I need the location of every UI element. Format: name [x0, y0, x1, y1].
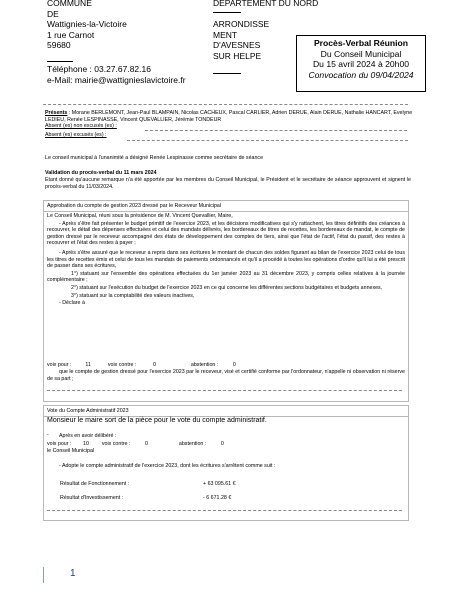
approbation-para: - Après s'être fait présenter le budget primitif de l'exercice 2023, et les décisions modificatives qui s'y rattachent, les titres définitifs des créances à recouvrer, le détail des dépenses effectuées et celui des mandats délivrés, les bordereaux de titres de recettes, les bordereaux de mandat, le compte de gestion dressé par le receveur accompagné des états de développement des comptes de tiers, ainsi que l'état de l'actif, l'état du passif, des restes à recouvrer et l'état des restes à payer ; [47, 220, 405, 247]
arrondissement-line: SUR HELPE [213, 50, 262, 61]
vote-abst-count: 0 [220, 441, 224, 447]
commune-rule [47, 61, 73, 62]
page-marker-bar [43, 567, 44, 583]
attendance-block [45, 110, 415, 138]
departement-rule [213, 12, 241, 13]
compte-admin-bullet: - [47, 432, 49, 438]
vote-pour-count: 10 [83, 441, 89, 447]
commune-phone: Téléphone : 03.27.67.82.16 [47, 64, 151, 74]
title-box [296, 35, 426, 92]
commune-email: e-Mail: mairie@wattignieslavictoire.fr [47, 74, 186, 85]
approbation-para: 3°) statuant sur la comptabilité des valeurs inactives, [71, 292, 195, 299]
approbation-conclusion: que le compte de gestion dressé pour l'exercice 2023 par le receveur, visé et certifié conforme par l'ordonnateur, n'appelle ni observation ni réserve de sa part ; [47, 369, 405, 382]
approbation-para: 1°) statuant sur l'ensemble des opérations effectuées du 1er janvier 2023 au 31 décembre 2023, y compris celles relatives à la journée complémentaire ; [47, 270, 405, 284]
validation-body: Etant donné qu'aucune remarque n'a été apportée par les membres du Conseil Municipal, le Président et le secrétaire de séance approuvent et signent le procès-verbal du 11/03/2024. [45, 177, 411, 190]
compte-admin-conseil: le Conseil Municipal [47, 448, 95, 454]
vote-abst-label: abstention : [190, 362, 219, 368]
resultat-fonctionnement-value: + 63 095.61 € [203, 481, 236, 487]
commune-block [47, 0, 127, 51]
vote-contre-count: 0 [144, 441, 148, 447]
approbation-dots [47, 390, 402, 391]
approbation-heading: Approbation du compte de gestion 2023 dressé par le Receveur Municipal [47, 203, 222, 209]
convocation-date: Convocation du 09/04/2024 [308, 69, 414, 80]
commune-address: 1 rue Carnot [47, 29, 95, 40]
departement-block [213, 0, 318, 9]
commune-label: COMMUNE [47, 0, 92, 8]
compte-admin-vote [47, 441, 405, 448]
absent-excuses-dots [127, 140, 408, 141]
vote-pour-count: 11 [85, 362, 91, 368]
commune-de: DE [47, 8, 59, 19]
approbation-heading-rule [43, 211, 409, 212]
arrondissement-line: ARRONDISSE [213, 19, 270, 29]
absent-non-excuses: Absent (es) non excusés (es) : [45, 123, 117, 130]
vote-contre-label: voix contre : [107, 362, 137, 368]
vote-abst-count: 0 [232, 362, 236, 368]
compte-admin-dots [47, 510, 402, 511]
approbation-vote [47, 362, 405, 369]
arrondissement-rule [213, 73, 241, 74]
commune-name: Wattignies-la-Victoire [47, 19, 127, 29]
title-line2: Du Conseil Municipal [320, 48, 402, 59]
arrondissement-line: D'AVESNES [213, 40, 261, 50]
vote-pour-label: voix pour : [47, 362, 72, 368]
resultat-investissement-value: - 6 671.28 € [203, 495, 232, 501]
present-label: Présents [45, 110, 68, 116]
compte-admin-apres: Après en avoir délibéré : [59, 433, 117, 439]
compte-admin-heading: Vote du Compte Administratif 2023 [47, 408, 129, 414]
approbation-para: - Après s'être assuré que le receveur a repris dans ses écritures le montant de chacun des soldes figurant au bilan de l'exercice 2023 celui de tous les titres de recettes émis et celui de tous les mandats de paiements ordonnancés et qu'il a procédé à toutes les opérations d'ordre qu'il lui a été prescrit de passer dans ses écritures, [47, 249, 405, 270]
commune-postcode: 59680 [47, 40, 71, 50]
commune-contact [47, 64, 186, 85]
header-separator [43, 104, 408, 105]
vote-pour-label: voix pour : [47, 441, 72, 447]
secretary-line: Le conseil municipal à l'unanimité a désigné Renée Lespinasse comme secrétaire de séance [45, 155, 264, 161]
declare-line: - Déclare à [59, 300, 85, 307]
approbation-content [47, 213, 405, 307]
approbation-intro: Le Conseil Municipal, réuni sous la présidence de M. Vincent Quevallier, Maire, [47, 213, 233, 219]
page-number: 1 [70, 568, 76, 579]
title-line3: Du 15 avril 2024 à 20h00 [312, 59, 410, 69]
document-title: Procès-Verbal Réunion [313, 38, 409, 48]
absent-non-dots [145, 130, 407, 131]
vote-contre-count: 0 [152, 362, 156, 368]
absent-excuses: Absent (es) excusés (es) : [45, 131, 107, 138]
compte-admin-intro: Monsieur le maire sort de la pièce pour le vote du compte administratif. [47, 417, 267, 424]
arrondissement-block [213, 19, 269, 61]
resultat-investissement-label: Résultat d'Investissement : [60, 495, 124, 501]
vote-contre-label: voix contre : [101, 441, 131, 447]
approbation-para: 2°) statuant sur l'exécution du budget de l'exercice 2023 en ce qui concerne les différentes sections budgétaires et budgets annexes, [71, 284, 383, 291]
departement-name: DEPARTEMENT DU NORD [213, 0, 319, 8]
compte-admin-adopte: - Adopte le compte administratif de l'exercice 2023, dont les écritures s'arrêtent comme suit : [59, 463, 276, 469]
present-names: : Morane BERLEMONT, Jean-Paul BLAMPAIN, Nicolas CACHEUX, Pascal CARLIER, Adrien DERUE, Alain DERUE, Nathalie HANCART, Evelyne LEDIEU, Renée LESPINASSE, Vincent QUEVALLIER, Jérémie TONDEUR [45, 110, 413, 123]
validation-heading: Validation du procès-verbal du 11 mars 2024 [45, 170, 157, 176]
resultat-fonctionnement-label: Résultat de Fonctionnement : [60, 481, 130, 487]
arrondissement-line: MENT [213, 29, 238, 40]
vote-abst-label: abstention : [178, 441, 207, 447]
